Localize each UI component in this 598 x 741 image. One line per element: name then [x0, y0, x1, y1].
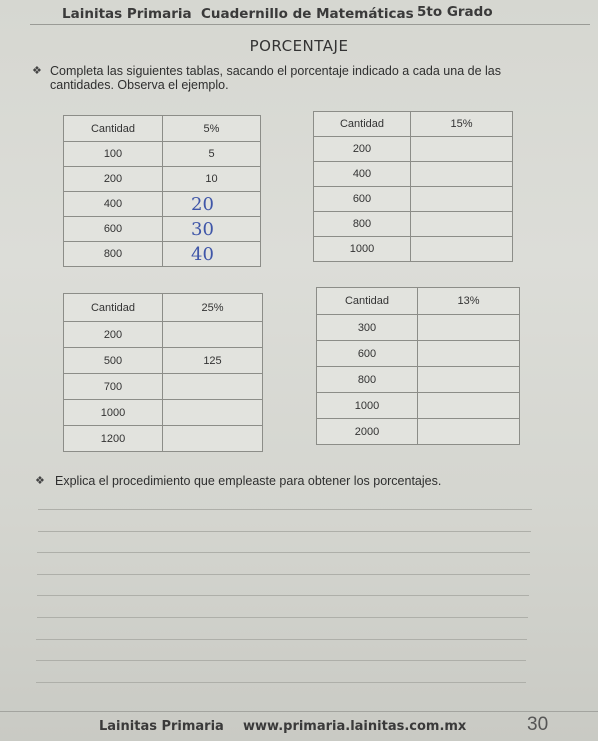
page-header [62, 4, 582, 24]
table-cell: 500 [64, 348, 163, 374]
handwritten-answer: 20 [163, 192, 261, 217]
page-number: 30 [527, 714, 549, 735]
answer-line[interactable] [37, 617, 529, 618]
table-header-cell: Cantidad [64, 294, 163, 322]
footer-url: www.primaria.lainitas.com.mx [243, 719, 467, 734]
table-header-cell: 15% [411, 112, 513, 137]
answer-cell[interactable] [163, 374, 263, 400]
table-header-cell: 5% [163, 116, 261, 142]
answer-cell[interactable] [418, 341, 520, 367]
answer-line[interactable] [38, 531, 532, 532]
percentage-table-5 [63, 115, 261, 267]
instruction-task-1-text: Completa las siguientes tablas, sacando el porcentaje indicado a cada una de las cantidades. Observa el ejemplo. [50, 64, 501, 92]
header-grade: 5to Grado [417, 4, 493, 20]
percentage-table-13 [316, 287, 520, 445]
table-cell: 600 [64, 217, 163, 242]
answer-cell[interactable] [411, 162, 513, 187]
footer-divider [0, 711, 598, 712]
table-header-cell: Cantidad [317, 288, 418, 315]
percentage-table-25 [63, 293, 263, 452]
table-cell: 5 [163, 142, 261, 167]
table-cell: 1000 [314, 237, 411, 262]
table-cell: 700 [64, 374, 163, 400]
table-header-cell: Cantidad [314, 112, 411, 137]
instruction-task-2 [35, 474, 442, 488]
table-cell: 600 [317, 341, 418, 367]
answer-cell[interactable] [163, 400, 263, 426]
answer-line[interactable] [36, 639, 527, 640]
header-school: Lainitas Primaria [62, 6, 192, 22]
instruction-task-1 [32, 64, 550, 92]
answer-line[interactable] [37, 574, 530, 575]
answer-line[interactable] [36, 682, 526, 683]
answer-cell[interactable] [163, 322, 263, 348]
handwritten-answer: 30 [163, 217, 261, 242]
table-cell: 400 [314, 162, 411, 187]
table-cell: 1000 [317, 393, 418, 419]
table-cell: 600 [314, 187, 411, 212]
header-book-title: Cuadernillo de Matemáticas [201, 6, 414, 22]
percentage-table-15 [313, 111, 513, 262]
table-cell: 300 [317, 315, 418, 341]
handwritten-answer: 40 [163, 242, 261, 267]
footer-school: Lainitas Primaria [99, 719, 224, 734]
answer-cell[interactable] [418, 367, 520, 393]
header-divider [30, 24, 590, 25]
table-cell: 800 [314, 212, 411, 237]
answer-line[interactable] [36, 660, 527, 661]
table-cell: 2000 [317, 419, 418, 445]
diamond-bullet-icon: ❖ [32, 65, 42, 77]
answer-cell[interactable] [411, 212, 513, 237]
table-cell: 100 [64, 142, 163, 167]
answer-cell[interactable] [411, 187, 513, 212]
diamond-bullet-icon: ❖ [35, 475, 45, 487]
answer-cell[interactable] [418, 393, 520, 419]
table-header-cell: Cantidad [64, 116, 163, 142]
table-cell: 200 [314, 137, 411, 162]
table-cell: 125 [163, 348, 263, 374]
table-cell: 1000 [64, 400, 163, 426]
answer-cell[interactable] [411, 137, 513, 162]
answer-line[interactable] [38, 509, 532, 510]
table-cell: 200 [64, 322, 163, 348]
table-cell: 800 [317, 367, 418, 393]
table-cell: 400 [64, 192, 163, 217]
table-cell: 1200 [64, 426, 163, 452]
table-cell: 200 [64, 167, 163, 192]
answer-line[interactable] [37, 552, 530, 553]
table-header-cell: 13% [418, 288, 520, 315]
table-cell: 800 [64, 242, 163, 267]
answer-cell[interactable] [163, 426, 263, 452]
table-header-cell: 25% [163, 294, 263, 322]
answer-cell[interactable] [411, 237, 513, 262]
table-cell: 10 [163, 167, 261, 192]
answer-line[interactable] [37, 595, 529, 596]
answer-cell[interactable] [418, 419, 520, 445]
instruction-task-2-text: Explica el procedimiento que empleaste para obtener los porcentajes. [55, 474, 442, 488]
page-title: PORCENTAJE [249, 37, 349, 55]
answer-cell[interactable] [418, 315, 520, 341]
